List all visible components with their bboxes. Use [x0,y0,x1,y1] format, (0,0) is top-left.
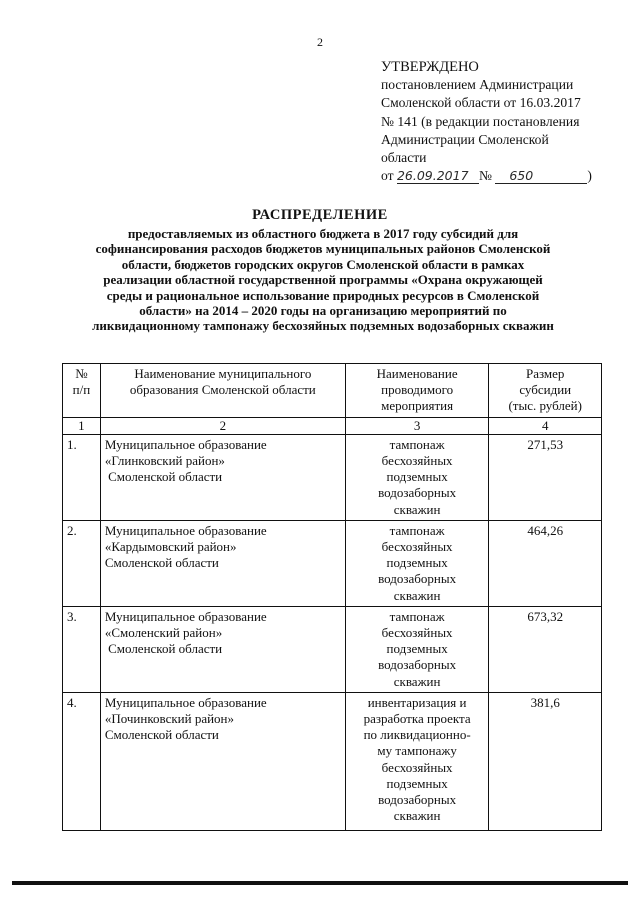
activity-cell [345,692,489,830]
activity-line: бесхозяйных [381,453,453,469]
row-number: 3. [63,606,101,692]
approval-line: Смоленской области от 16.03.2017 [381,95,581,111]
subtitle-line: области» на 2014 – 2020 годы на организацию мероприятий по [139,303,507,319]
approval-line: постановлением Администрации [381,77,574,93]
amount-cell: 673,32 [489,606,602,692]
amount-cell: 271,53 [489,434,602,520]
activity-line: подземных [386,469,448,485]
activity-line: водозаборных [378,485,457,501]
entity-line: Смоленской области [104,727,219,743]
from-label: от [381,168,394,184]
header-text: мероприятия [381,398,454,414]
page-bottom-rule [12,881,628,885]
table-row [63,520,602,606]
entity-line: Смоленской области [104,555,219,571]
close-paren: ) [587,168,592,184]
handwritten-date: 26.09.2017 [397,169,479,184]
activity-line: водозаборных [378,792,457,808]
activity-line: тампонаж [389,436,445,452]
subtitle-line: реализации областной государственной программы «Охрана окружающей [103,272,543,288]
subsidy-table [62,363,602,831]
entity-line: Муниципальное образование [104,608,267,624]
entity-cell [100,606,345,692]
entity-line: Муниципальное образование [104,522,267,538]
activity-line: подземных [386,641,448,657]
entity-cell [100,434,345,520]
entity-line: Муниципальное образование [104,694,267,710]
activity-cell [345,520,489,606]
header-text: Размер [525,366,565,381]
activity-line: разработка проекта [363,711,471,727]
table-header-row [63,364,602,418]
entity-line: «Глинковский район» [104,453,225,469]
subtitle-line: среды и рациональное использование природных ресурсов в Смоленской [106,287,540,303]
approval-line: области [381,150,427,166]
number-label: № [478,168,492,184]
header-text: Наименование муниципального [134,366,312,381]
activity-line: водозаборных [378,571,457,587]
header-text: субсидии [519,382,572,398]
activity-cell [345,606,489,692]
entity-line: Смоленской области [104,469,223,485]
approval-title: УТВЕРЖДЕНО [381,59,479,75]
entity-line: «Починковский район» [104,711,234,727]
header-activity [345,364,489,418]
subtitle-line: софинансирования расходов бюджетов муниципальных районов Смоленской [95,241,551,257]
entity-line: Смоленской области [104,641,223,657]
entity-line: Муниципальное образование [104,436,267,452]
column-number: 2 [100,417,345,434]
entity-line: «Смоленский район» [104,625,223,641]
header-amount [489,364,602,418]
activity-line: бесхозяйных [381,625,453,641]
table-row [63,692,602,830]
activity-line: тампонаж [389,608,445,624]
header-number [63,364,101,418]
entity-line: «Кардымовский район» [104,539,237,555]
activity-line: скважин [393,587,441,603]
approval-line: Администрации Смоленской [381,131,549,147]
header-text: № [75,366,88,381]
subtitle-line: области, бюджетов городских округов Смоленской области в рамках [121,256,525,272]
activity-line: скважин [393,808,441,824]
approval-line: № 141 (в редакции постановления [381,113,580,129]
row-number: 1. [63,434,101,520]
row-number: 4. [63,692,101,830]
row-number: 2. [63,520,101,606]
document-subtitle [28,226,618,334]
activity-line: бесхозяйных [381,759,453,775]
document-title: РАСПРЕДЕЛЕНИЕ [252,207,388,223]
activity-line: инвентаризация и [367,694,467,710]
approval-block [381,58,631,185]
header-text: п/п [72,382,91,398]
activity-cell [345,434,489,520]
header-text: (тыс. рублей) [508,398,582,414]
column-number-row [63,417,602,434]
activity-line: водозаборных [378,657,457,673]
table-row [63,434,602,520]
activity-line: тампонаж [389,522,445,538]
approval-date-row [381,167,631,185]
activity-line: бесхозяйных [381,539,453,555]
header-entity [100,364,345,418]
activity-line: подземных [386,775,448,791]
amount-cell: 381,6 [489,692,602,830]
activity-line: подземных [386,555,448,571]
handwritten-number: 650 [495,169,587,184]
amount-cell: 464,26 [489,520,602,606]
subtitle-line: предоставляемых из областного бюджета в 2017 году субсидий для [127,226,519,241]
activity-line: скважин [393,501,441,517]
entity-cell [100,520,345,606]
header-text: проводимого [381,382,454,398]
subtitle-line: ликвидационному тампонажу бесхозяйных подземных водозаборных скважин [92,318,554,334]
column-number: 3 [345,417,489,434]
activity-line: му тампонажу [377,743,457,759]
page-number: 2 [317,35,323,49]
entity-cell [100,692,345,830]
column-number: 1 [63,417,101,434]
table-row [63,606,602,692]
activity-line: по ликвидационно- [363,727,471,743]
header-text: Наименование [376,366,458,381]
column-number: 4 [489,417,602,434]
header-text: образования Смоленской области [129,382,316,398]
activity-line: скважин [393,673,441,689]
